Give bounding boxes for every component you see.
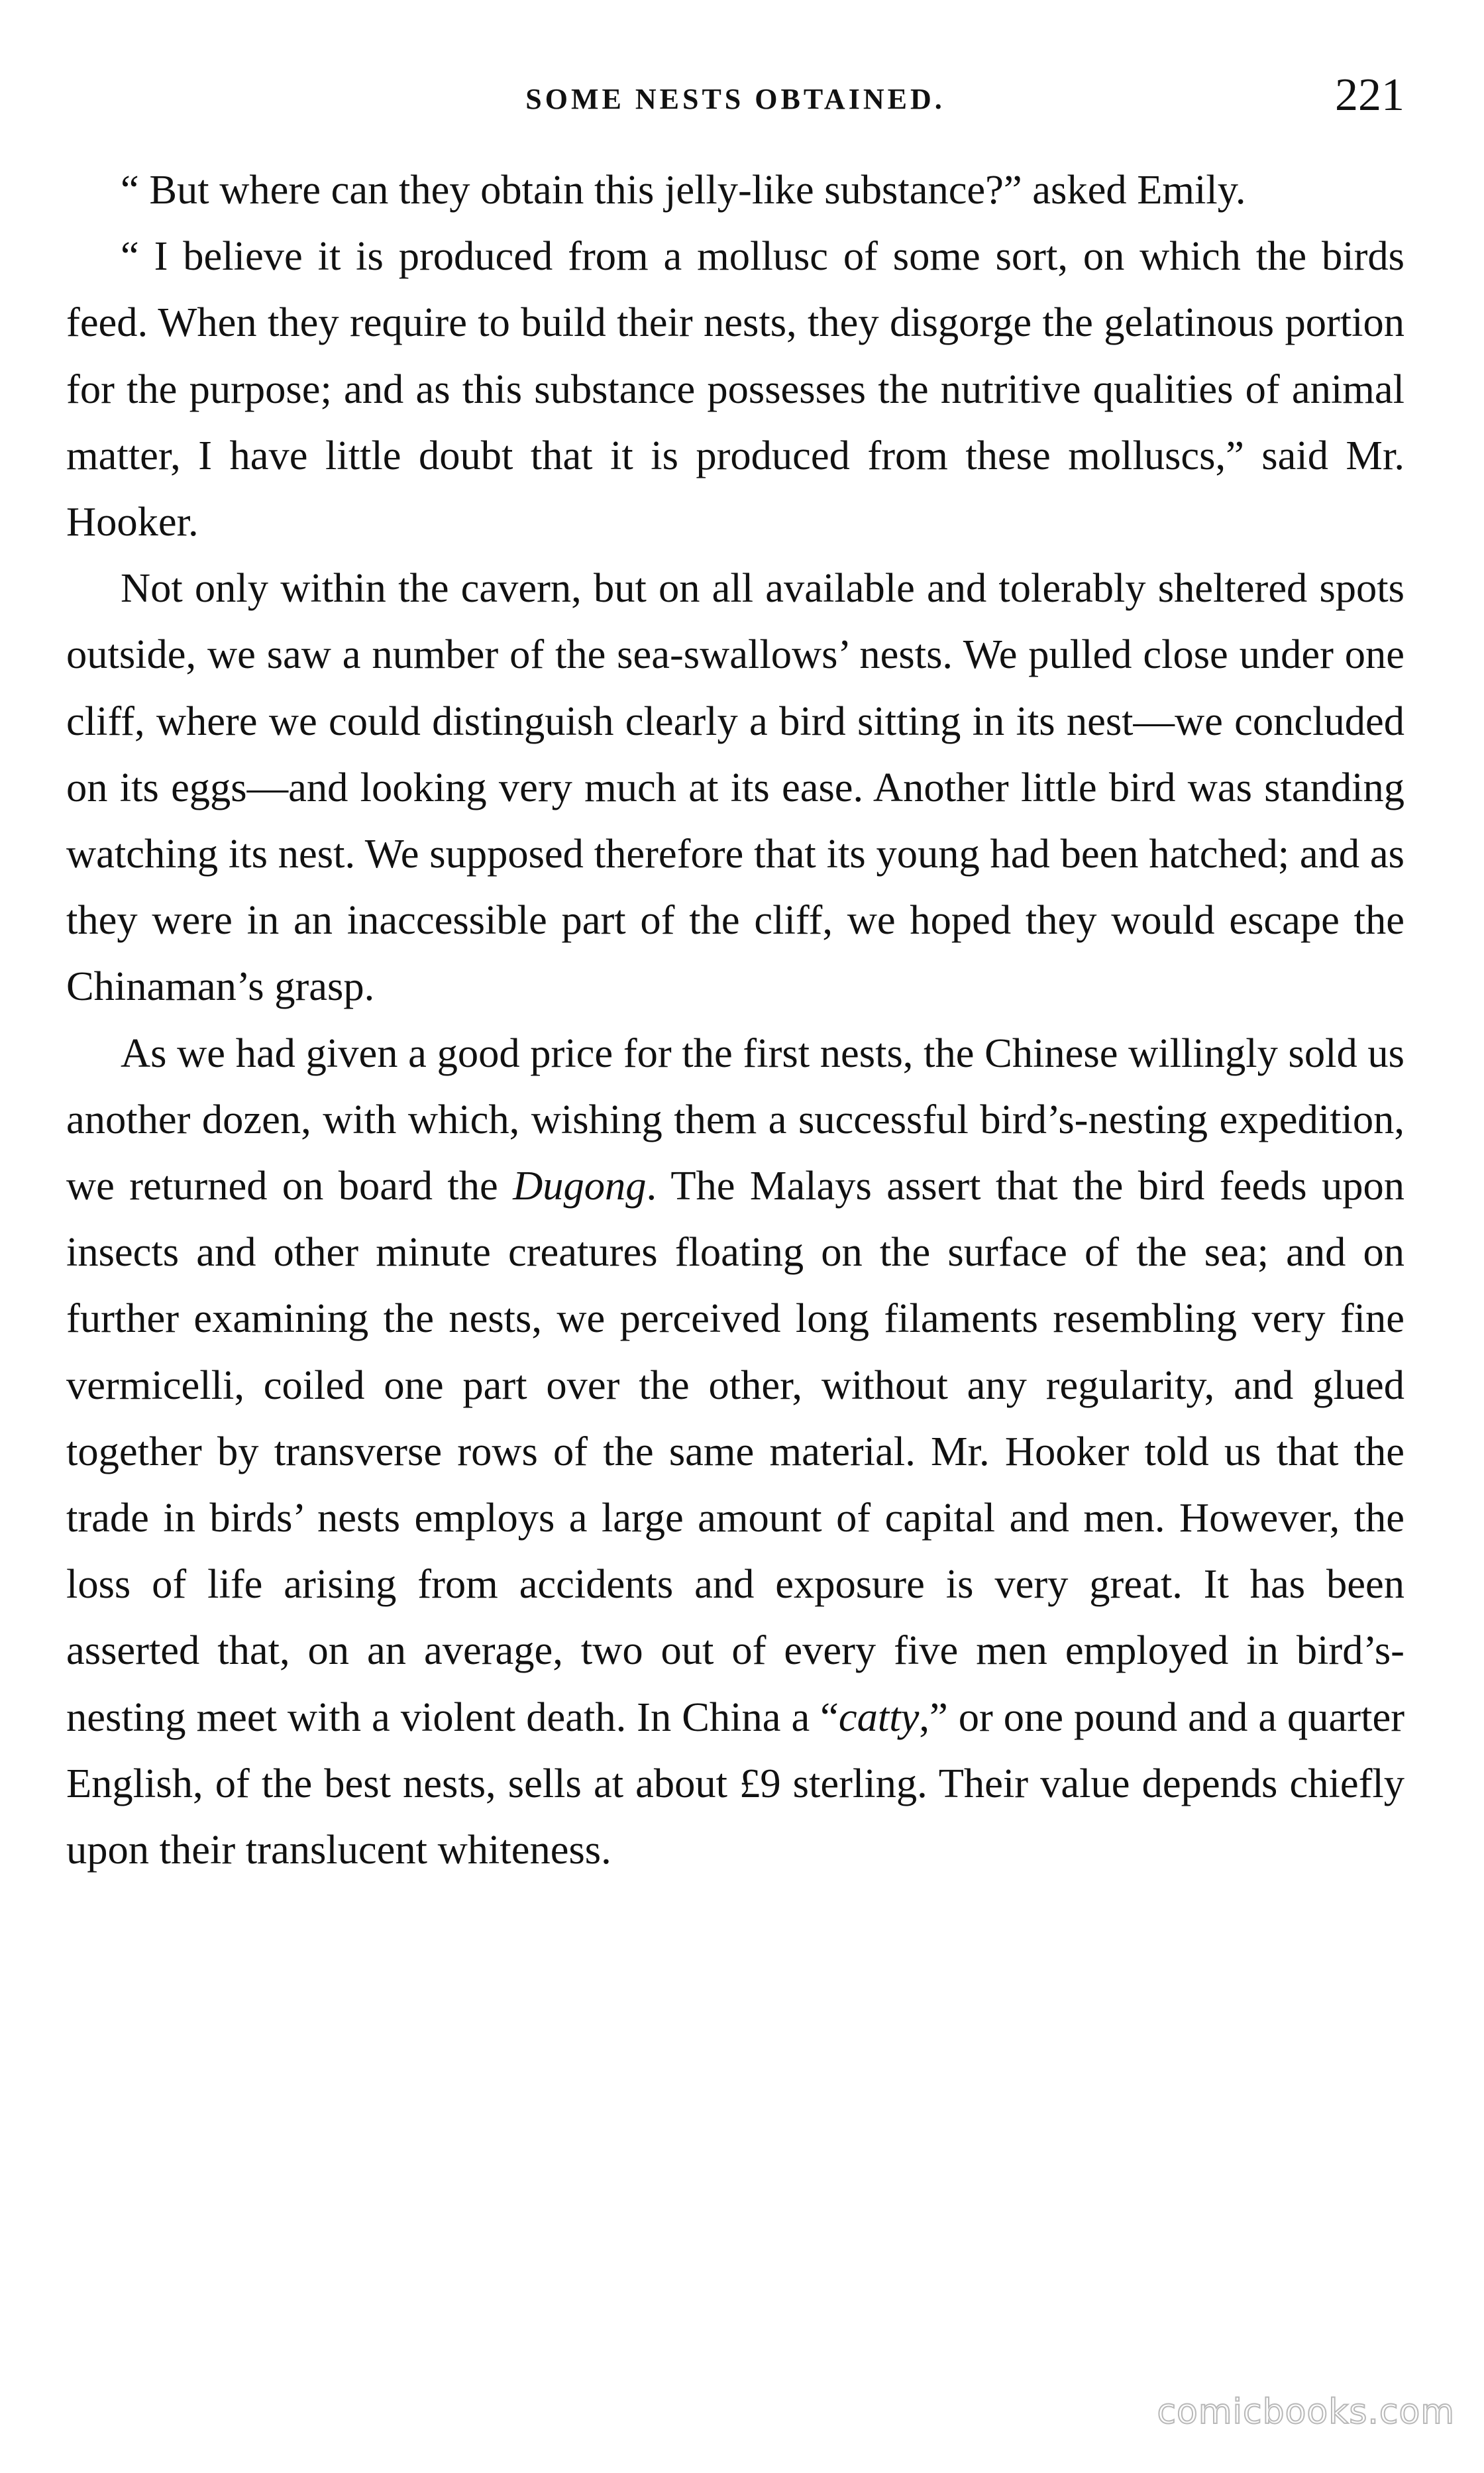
text-segment: “ I believe it is produced from a mollusc of some sort, on which the birds feed. When they require to build their nests, they disgorge the gelatinous portion for the purpose; and as this substance possesses the nutritive qualities of animal matter, I have little doubt that it is produced from these molluscs,” said Mr. Hooker. (66, 233, 1404, 545)
paragraph (66, 555, 1404, 1019)
text-segment: Not only within the cavern, but on all available and tolerably sheltered spots outside, we saw a number of the sea-swallows’ nests. We pulled close under one cliff, where we could distinguish clearly a bird sitting in its nest—we concluded on its eggs—and looking very much at its ease. Another little bird was standing watching its nest. We supposed therefore that its young had been hatched; and as they were in an inaccessible part of the cliff, we hoped they would escape the Chinaman’s grasp. (66, 565, 1404, 1010)
ship-name: Dugong (513, 1162, 647, 1209)
unit-term: catty (838, 1693, 920, 1740)
text-segment: As we had given a good price for the first nests, the Chinese willingly sold us another dozen, with which, wishing them a successful bird’s-nesting expedition, we returned on board the (66, 1029, 1404, 1209)
running-title: SOME NESTS OBTAINED. (525, 83, 945, 115)
running-head (66, 70, 1404, 134)
text-segment: ,” or one pound and a quarter English, of the best nests, sells at about £9 sterling. Their value depends chiefly upon their translucent whiteness. (66, 1693, 1405, 1873)
paragraph (66, 223, 1404, 555)
watermark: comicbooks.com (1157, 2392, 1455, 2432)
text-segment: . The Malays assert that the bird feeds upon insects and other minute creatures floating on the surface of the sea; and on further examining the nests, we perceived long filaments resembling very fine vermicelli, coiled one part over the other, without any regularity, and glued together by transverse rows of the same material. Mr. Hooker told us that the trade in birds’ nests employs a large amount of capital and men. However, the loss of life arising from accidents and exposure is very great. It has been asserted that, on an average, two out of every five men employed in bird’s-nesting meet with a violent death. In China a “ (66, 1162, 1404, 1740)
text-segment: “ But where can they obtain this jelly-like substance?” asked Emily. (121, 166, 1246, 213)
paragraph (66, 1020, 1404, 1883)
paragraph (66, 156, 1404, 223)
body-text (66, 156, 1404, 1883)
page-number: 221 (1335, 70, 1404, 121)
